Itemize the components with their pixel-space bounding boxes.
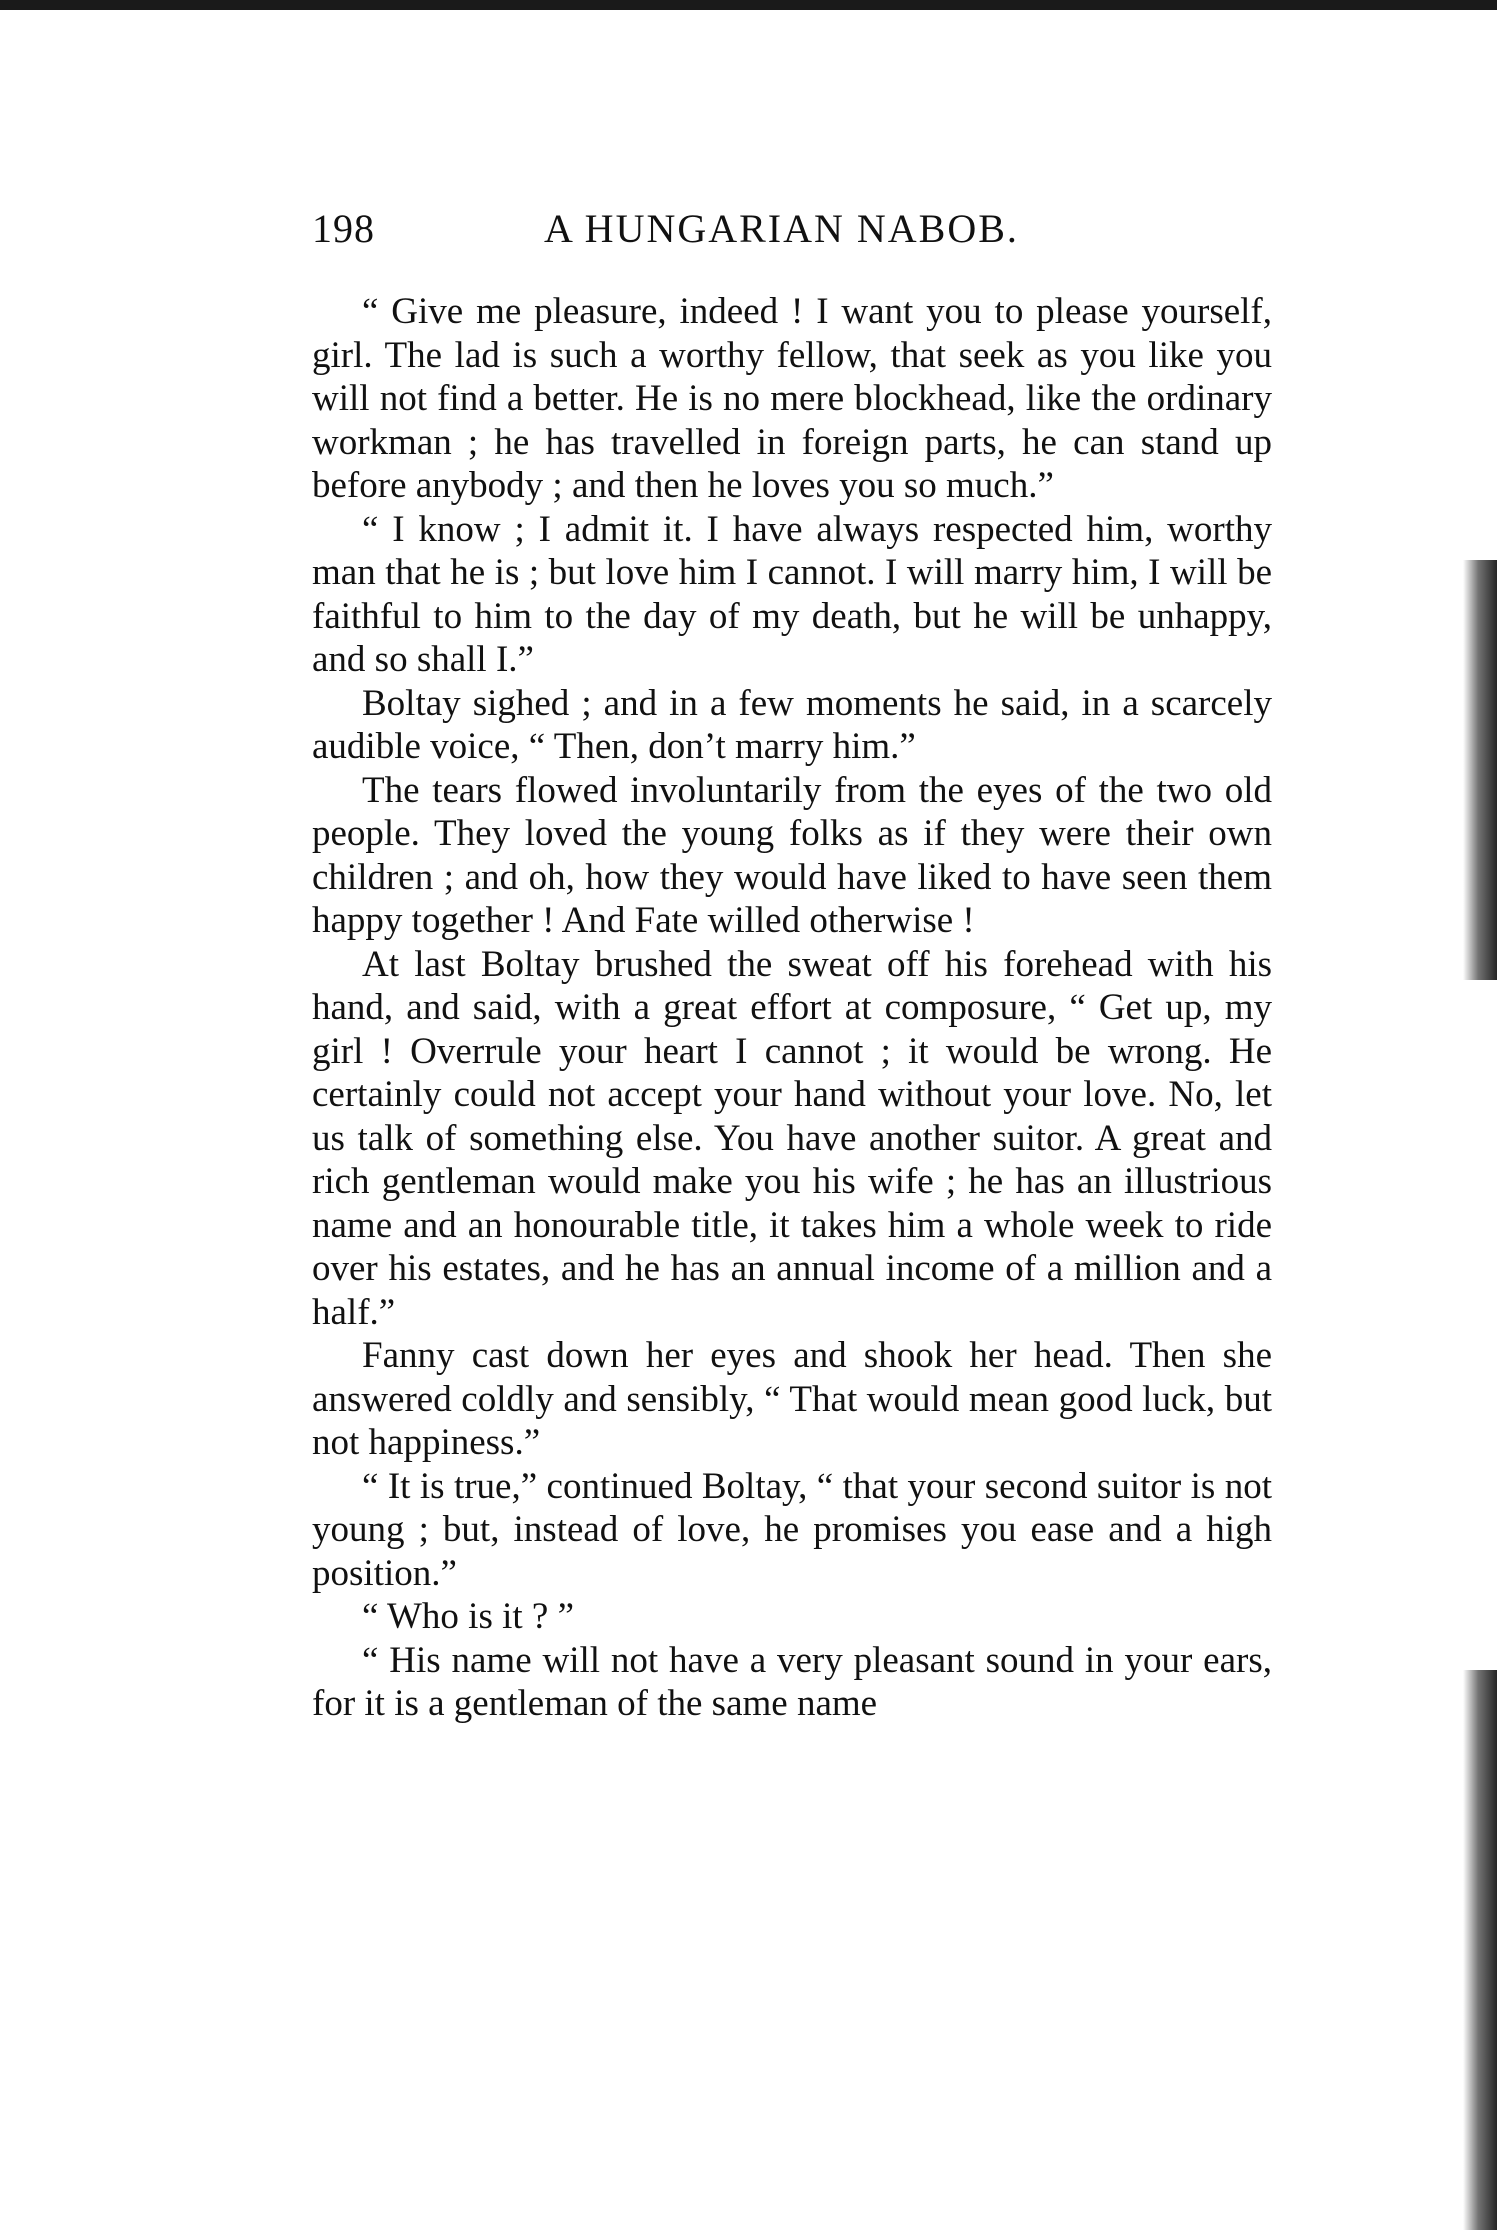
page-top-border: [0, 0, 1497, 10]
paragraph: At last Boltay brushed the sweat off his forehead with his hand, and said, with a great effort at composure, “ Get up, my girl ! Overrule your heart I cannot ; it would be wrong. He certainly could not accept your hand without your love. No, let us talk of something else. You have another suitor. A great and rich gentleman would make you his wife ; he has an illustrious name and an honourable title, it takes him a whole week to ride over his estates, and he has an annual income of a million and a half.”: [312, 943, 1272, 1333]
page-edge-shadow-lower: [1463, 1670, 1497, 2230]
page-header: [312, 205, 1312, 261]
paragraph: “ His name will not have a very pleasant sound in your ears, for it is a gentleman of the same name: [312, 1639, 1272, 1724]
page-edge-shadow-upper: [1463, 560, 1497, 980]
paragraph: Boltay sighed ; and in a few moments he said, in a scarcely audible voice, “ Then, don’t marry him.”: [312, 682, 1272, 767]
paragraph: The tears flowed involuntarily from the eyes of the two old people. They loved the young folks as if they were their own children ; and oh, how they would have liked to have seen them happy together ! And Fate willed otherwise !: [312, 769, 1272, 941]
paragraph: “ I know ; I admit it. I have always respected him, worthy man that he is ; but love him I cannot. I will marry him, I will be faithful to him to the day of my death, but he will be unhappy, and so shall I.”: [312, 508, 1272, 680]
paragraph: “ Give me pleasure, indeed ! I want you to please yourself, girl. The lad is such a worthy fellow, that seek as you like you will not find a better. He is no mere blockhead, like the ordinary workman ; he has travelled in foreign parts, he can stand up before anybody ; and then he loves you so much.”: [312, 291, 1272, 506]
body-text: [312, 290, 1272, 1726]
paragraph: “ It is true,” continued Boltay, “ that your second suitor is not young ; but, instead of love, he promises you ease and a high position.”: [312, 1465, 1272, 1594]
paragraph: “ Who is it ? ”: [362, 1596, 575, 1637]
page-number: 198: [312, 206, 375, 251]
paragraph: Fanny cast down her eyes and shook her head. Then she answered coldly and sensibly, “ That would mean good luck, but not happiness.”: [312, 1335, 1272, 1463]
running-title: A HUNGARIAN NABOB.: [544, 206, 1019, 251]
